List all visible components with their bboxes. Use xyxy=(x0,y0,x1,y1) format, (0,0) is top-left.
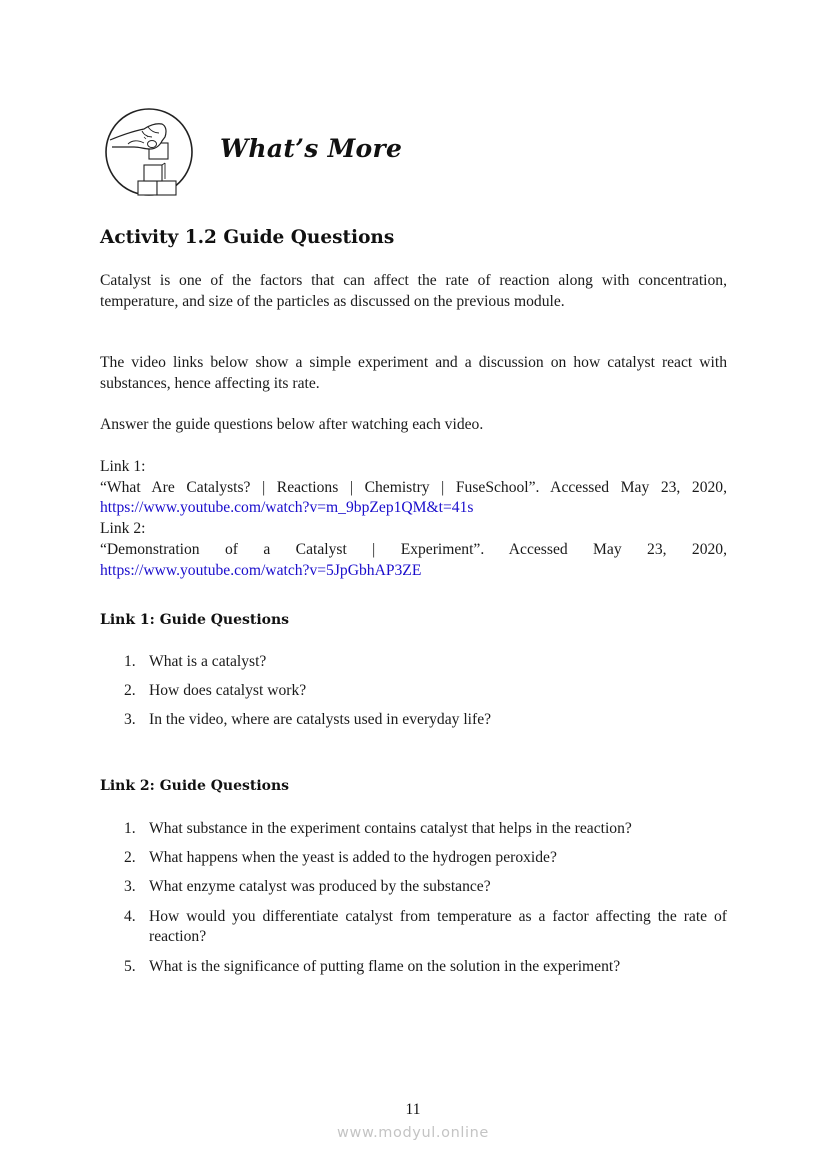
question-number: 1. xyxy=(124,653,136,670)
question-item xyxy=(100,681,727,702)
question-number: 4. xyxy=(124,907,136,925)
section-title: What’s More xyxy=(220,134,403,163)
question-number: 3. xyxy=(124,711,136,729)
question-item xyxy=(100,652,727,673)
question-item xyxy=(100,907,727,948)
link-2-questions-heading: Link 2: Guide Questions xyxy=(100,778,290,794)
intro-paragraph-3: Answer the guide questions below after watching each video. xyxy=(100,416,484,433)
question-text: What substance in the experiment contains catalyst that helps in the reaction? xyxy=(149,820,632,837)
question-item xyxy=(100,710,727,731)
question-number: 3. xyxy=(124,878,136,896)
page-number: 11 xyxy=(405,1101,421,1118)
hand-stacking-blocks-icon xyxy=(104,107,194,197)
question-number: 1. xyxy=(124,820,136,837)
question-text: What enzyme catalyst was produced by the substance? xyxy=(149,878,491,896)
watermark: www.modyul.online xyxy=(337,1125,489,1141)
question-item xyxy=(100,877,727,898)
question-number: 2. xyxy=(124,682,136,700)
question-text: In the video, where are catalysts used in everyday life? xyxy=(149,711,492,729)
link-1-questions-heading: Link 1: Guide Questions xyxy=(100,612,290,628)
question-text: What happens when the yeast is added to the hydrogen peroxide? xyxy=(149,849,557,867)
question-text: How does catalyst work? xyxy=(149,682,307,700)
question-number: 2. xyxy=(124,849,136,867)
activity-title: Activity 1.2 Guide Questions xyxy=(100,227,395,248)
question-number: 5. xyxy=(124,957,136,975)
link-2-url[interactable]: https://www.youtube.com/watch?v=5JpGbhAP3ZE xyxy=(100,561,422,579)
link-1-question-list xyxy=(100,652,727,740)
question-item xyxy=(100,957,727,978)
link-1-citation: “What Are Catalysts? | Reactions | Chemistry | FuseSchool”. Accessed May 23, 2020, xyxy=(100,478,727,496)
link-2-citation: “Demonstration of a Catalyst | Experiment”. Accessed May 23, 2020, xyxy=(100,540,727,558)
question-item xyxy=(100,848,727,869)
link-2-question-list xyxy=(100,819,727,986)
question-text: What is a catalyst? xyxy=(149,653,267,670)
link-1-url[interactable]: https://www.youtube.com/watch?v=m_9bpZep1QM&t=41s xyxy=(100,499,474,517)
question-text: How would you differentiate catalyst from temperature as a factor affecting the rate of reaction? xyxy=(149,907,727,946)
intro-paragraph-1: Catalyst is one of the factors that can affect the rate of reaction along with concentration, temperature, and size of the particles as discussed on the previous module. xyxy=(100,272,727,310)
link-2-label: Link 2: xyxy=(100,520,146,538)
link-1-label: Link 1: xyxy=(100,458,146,475)
question-item xyxy=(100,819,727,840)
intro-paragraph-2: The video links below show a simple experiment and a discussion on how catalyst react with substances, hence affecting its rate. xyxy=(100,354,727,392)
question-text: What is the significance of putting flame on the solution in the experiment? xyxy=(149,957,621,975)
video-links-block xyxy=(100,457,727,581)
